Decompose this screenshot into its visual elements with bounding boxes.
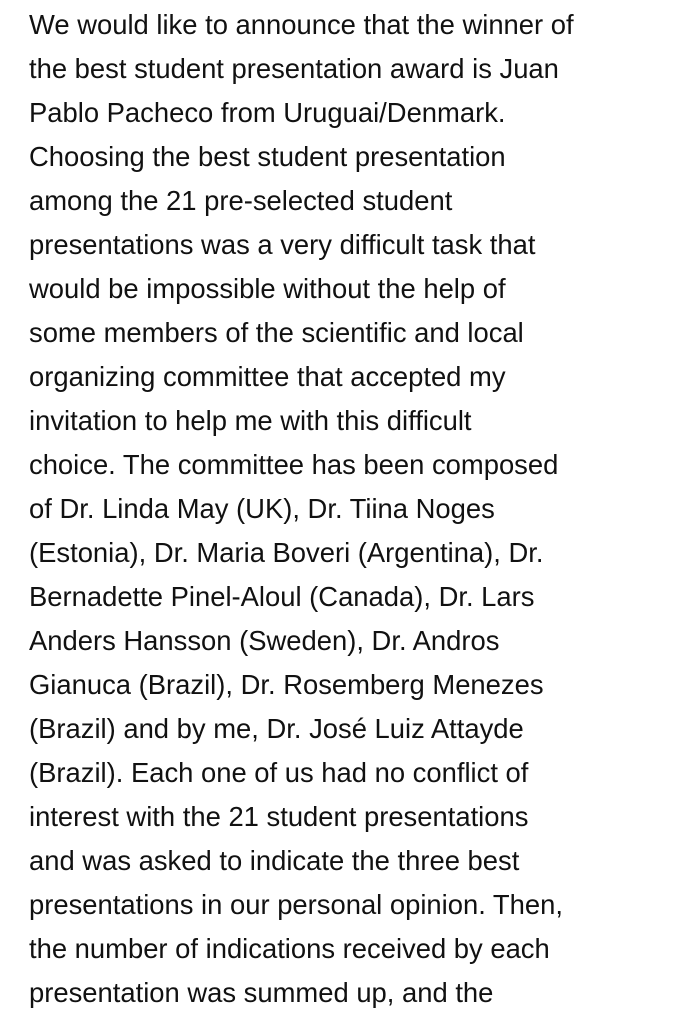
text-line: choice. The committee has been composed <box>29 449 559 480</box>
text-line: the best student presentation award is Juan <box>29 53 559 84</box>
text-line: invitation to help me with this difficult <box>29 405 472 436</box>
text-line: Choosing the best student presentation <box>29 141 506 172</box>
text-line: presentations in our personal opinion. Then, <box>29 889 563 920</box>
text-line: (Estonia), Dr. Maria Boveri (Argentina), Dr. <box>29 537 544 568</box>
text-line: (Brazil). Each one of us had no conflict of <box>29 757 529 788</box>
text-line: of Dr. Linda May (UK), Dr. Tiina Noges <box>29 493 495 524</box>
text-line: Pablo Pacheco from Uruguai/Denmark. <box>29 97 506 128</box>
text-line: among the 21 pre-selected student <box>29 185 453 216</box>
text-line: some members of the scientific and local <box>29 317 524 348</box>
text-line: presentation was summed up, and the <box>29 977 494 1008</box>
text-line: interest with the 21 student presentations <box>29 801 529 832</box>
text-line: Gianuca (Brazil), Dr. Rosemberg Menezes <box>29 669 544 700</box>
text-line: Bernadette Pinel-Aloul (Canada), Dr. Lars <box>29 581 535 612</box>
text-line: (Brazil) and by me, Dr. José Luiz Attayde <box>29 713 524 744</box>
text-line: organizing committee that accepted my <box>29 361 506 392</box>
text-line: the number of indications received by each <box>29 933 550 964</box>
text-line: presentations was a very difficult task that <box>29 229 536 260</box>
text-line: We would like to announce that the winner of <box>29 9 574 40</box>
text-line: would be impossible without the help of <box>29 273 506 304</box>
text-line: and was asked to indicate the three best <box>29 845 520 876</box>
text-line: Anders Hansson (Sweden), Dr. Andros <box>29 625 500 656</box>
